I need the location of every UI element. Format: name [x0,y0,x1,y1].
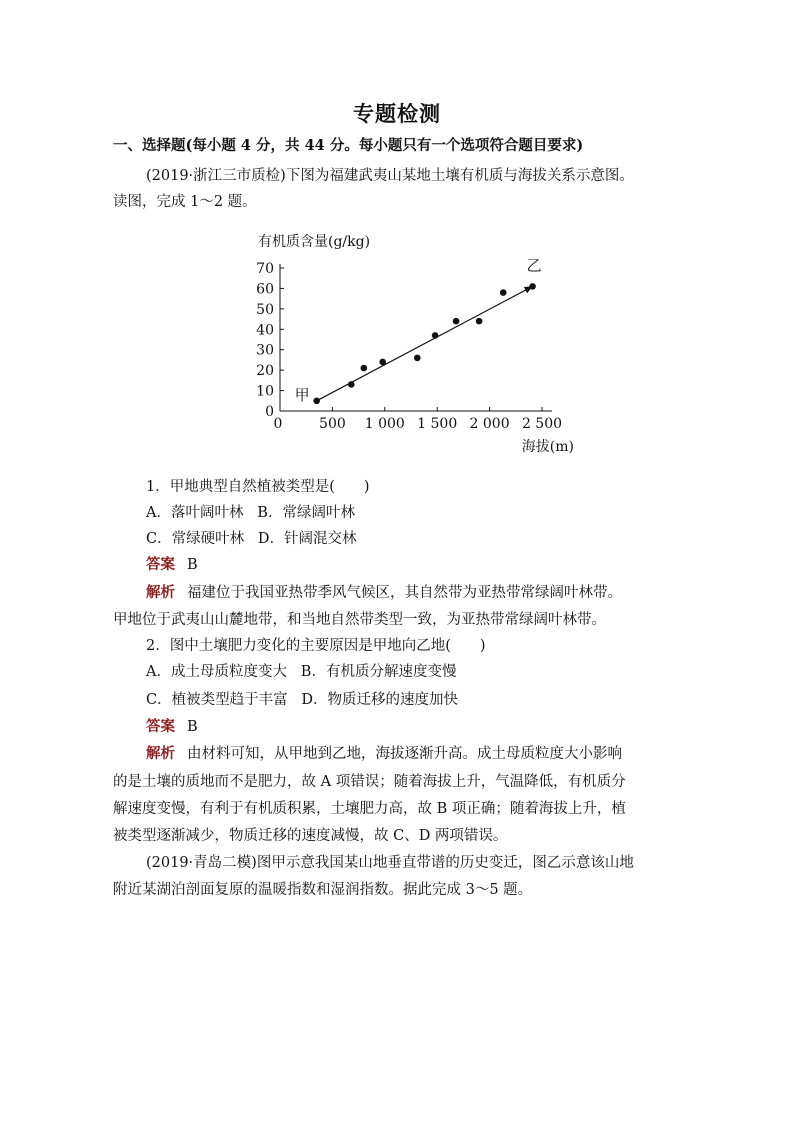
question-2-analysis-line-1 [146,744,622,764]
y-tick-label: 30 [256,342,274,359]
point-labels [295,256,542,403]
question-2-answer [146,717,198,737]
intro-1-line-1: (2019·浙江三市质检)下图为福建武夷山某地土壤有机质与海拔关系示意图。 [146,168,634,184]
y-tick-label: 70 [256,261,274,277]
question-2-analysis-line-3: 解速度变慢，有利于有机质积累，土壤肥力高，故 B 项正确；随着海拔上升，植 [113,801,626,817]
y-tick-label: 0 [265,404,274,420]
question-2-options-ab: A．成土母质粒度变大 B．有机质分解速度变慢 [146,664,457,680]
data-point [348,381,355,388]
answer-value: B [187,719,198,735]
data-point [476,318,483,325]
data-point [361,365,368,372]
data-point [500,289,507,296]
intro-2-line-2: 附近某湖泊剖面复原的温暖指数和湿润指数。据此完成 3～5 题。 [113,882,533,898]
x-tick-label: 2 000 [469,416,510,432]
question-2-options-cd: C．植被类型趋于丰富 D．物质迁移的速度加快 [146,692,459,708]
x-tick-label: 0 [273,416,283,432]
organic-matter-elevation-chart [238,220,588,465]
chart-axes [280,264,552,411]
analysis-text: 福建位于我国亚热带季风气候区，其自然带为亚热带常绿阔叶林带。 [187,585,622,601]
x-tick-label: 2 500 [521,416,563,432]
y-tick-label: 50 [256,301,274,318]
question-1-analysis-line-1 [146,583,622,603]
question-1-options-cd: C．常绿硬叶林 D．针阔混交林 [146,531,357,547]
chart-ticks [256,261,562,432]
question-1-analysis-line-2: 甲地位于武夷山山麓地带，和当地自然带类型一致，为亚热带常绿阔叶林带。 [113,612,606,628]
y-tick-label: 40 [256,322,274,339]
answer-label: 答案 [146,718,175,735]
analysis-label: 解析 [146,584,175,601]
answer-label: 答案 [146,556,175,573]
analysis-text: 由材料可知，从甲地到乙地，海拔逐渐升高。成土母质粒度大小影响 [187,746,622,762]
point-label: 乙 [526,256,542,275]
analysis-label: 解析 [146,745,175,762]
x-axis-label: 海拔(m) [521,439,574,455]
y-tick-label: 20 [256,363,274,380]
intro-2-line-1: (2019·青岛二模)图甲示意我国某山地垂直带谱的历史变迁，图乙示意该山地 [146,855,634,871]
data-point [453,318,460,325]
question-1-answer [146,555,198,575]
section-heading: 一、选择题(每小题 4 分，共 44 分。每小题只有一个选项符合题目要求) [113,137,584,154]
x-tick-label: 1 000 [364,416,405,432]
page-title: 专题检测 [353,101,441,126]
question-2-analysis-line-2: 的是土壤的质地而不是肥力，故 A 项错误；随着海拔上升，气温降低，有机质分 [113,774,626,790]
y-axis-label: 有机质含量(g/kg) [258,234,371,250]
point-label: 甲 [294,385,310,404]
data-point [379,359,386,366]
x-tick-label: 1 500 [417,416,458,432]
answer-value: B [187,557,198,573]
data-point [414,355,421,362]
data-point [313,397,320,404]
data-point [529,283,536,290]
question-1-stem: 1．甲地典型自然植被类型是( ) [146,479,370,495]
intro-1-line-2: 读图，完成 1～2 题。 [113,194,257,210]
question-2-stem: 2．图中土壤肥力变化的主要原因是甲地向乙地( ) [146,638,486,654]
y-tick-label: 60 [256,281,274,298]
x-tick-label: 500 [319,416,346,432]
y-tick-label: 10 [256,383,274,400]
question-2-analysis-line-4: 被类型逐渐减少，物质迁移的速度减慢，故 C、D 两项错误。 [113,828,508,844]
question-1-options-ab: A．落叶阔叶林 B．常绿阔叶林 [146,505,355,521]
data-point [432,332,439,339]
